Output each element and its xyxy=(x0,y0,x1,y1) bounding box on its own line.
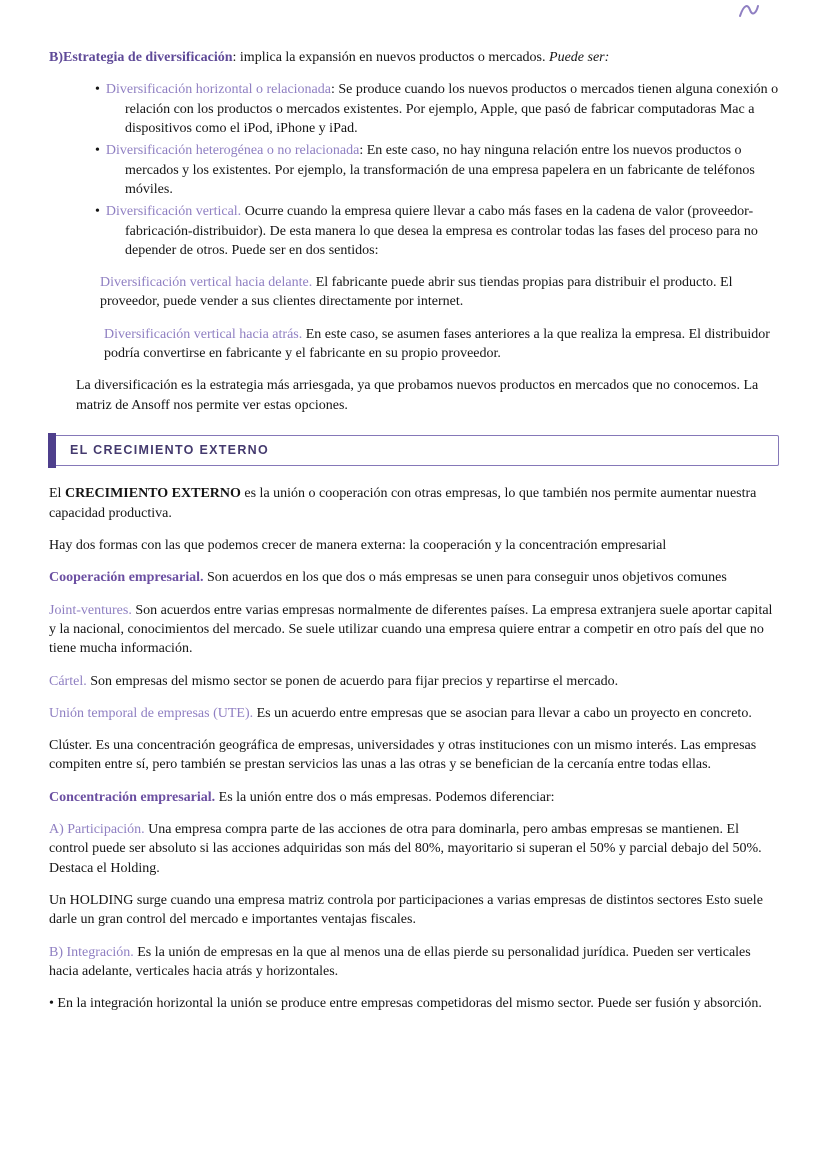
bullet-icon: • xyxy=(95,82,100,98)
accent-bar xyxy=(48,433,56,468)
text-vertical: Ocurre cuando la empresa quiere llevar a cabo más fases en la cadena de valor (proveedor-fabricación-distribuidor). De esta manera lo que desea la empresa es controlar todas las fases del proceso para no depender de otros. Puede ser en dos sentidos: xyxy=(125,204,758,258)
term-horizontal: Diversificación horizontal o relacionada xyxy=(105,82,331,98)
term-cartel: Cártel. xyxy=(49,673,87,689)
text-heterogeneous: : En este caso, no hay ninguna relación entre los nuevos productos o mercados y los existentes. Por ejemplo, la transformación de una empresa papelera en un fabricante de teléfonos móviles. xyxy=(125,143,755,197)
term-joint-ventures: Joint-ventures. xyxy=(49,602,132,618)
paragraph-joint-ventures xyxy=(49,601,779,659)
intro-bold: CRECIMIENTO EXTERNO xyxy=(64,486,241,502)
list-item-horizontal-diversification xyxy=(95,80,779,138)
paragraph-diversification-closing: La diversificación es la estrategia más arriesgada, ya que probamos nuevos productos en mercados que no conocemos. La matriz de Ansoff nos permite ver estas opciones. xyxy=(76,378,759,413)
text-vertical-backward: En este caso, se asumen fases anteriores a la que realiza la empresa. El distribuidor podría convertirse en fabricante y el fabricante en su propio proveedor. xyxy=(104,326,770,362)
paragraph-two-ways: Hay dos formas con las que podemos crecer de manera externa: la cooperación y la concentración empresarial xyxy=(49,537,667,553)
diversification-heading-text: : implica la expansión en nuevos productos o mercados. xyxy=(232,50,550,65)
bullet-icon: • xyxy=(95,204,100,220)
text-vertical-forward: El fabricante puede abrir sus tiendas propias para distribuir el producto. El proveedor, puede vender a sus clientes directamente por internet. xyxy=(100,275,733,310)
bullet-icon: • xyxy=(95,143,100,159)
bullet-icon: • xyxy=(49,996,54,1012)
paragraph-cluster: Clúster. Es una concentración geográfica de empresas, universidades y otras instituciones con un mismo interés. Las empresas compiten entre sí, pero también se prestan servicios las unas a las otras y se benefician de la cercanía entre todas ellas. xyxy=(49,738,757,773)
intro-lead: El xyxy=(49,486,65,502)
term-integration: B) Integración. xyxy=(49,944,134,960)
text-horizontal-integration: En la integración horizontal la unión se produce entre empresas competidoras del mismo sector. Puede ser fusión y absorción. xyxy=(53,996,762,1012)
text-concentration: Es la unión entre dos o más empresas. Podemos diferenciar: xyxy=(215,789,555,805)
term-cooperation: Cooperación empresarial. xyxy=(49,570,204,586)
paragraph-horizontal-integration xyxy=(49,994,779,1013)
term-vertical-backward: Diversificación vertical hacia atrás. xyxy=(104,326,303,342)
paragraph-cooperation xyxy=(49,568,779,587)
paragraph-ute xyxy=(49,704,779,723)
text-participation: Una empresa compra parte de las acciones de otra para dominarla, pero ambas empresas se mantienen. El control puede ser absoluto si las acciones adquiridas son más del 80%, mayoritario si superan el 50% y parcial debajo del 50%. Destaca el Holding. xyxy=(49,822,762,876)
term-vertical: Diversificación vertical. xyxy=(105,204,242,220)
list-item-vertical-diversification xyxy=(95,202,779,260)
paragraph-external-growth-intro xyxy=(49,484,779,523)
term-vertical-forward: Diversificación vertical hacia delante. xyxy=(100,275,313,291)
text-horizontal: : Se produce cuando los nuevos productos o mercados tienen alguna conexión o relación con los productos o mercados existentes. Por ejemplo, Apple, que pasó de fabricar computadoras Mac a dispositivos como el iPod, iPhone y iPad. xyxy=(125,82,779,136)
corner-doodle-decoration xyxy=(738,2,760,18)
text-joint-ventures: Son acuerdos entre varias empresas normalmente de diferentes países. La empresa extranjera suele aportar capital y la nacional, conocimientos del mercado. Se suele utilizar cuando una empresa quiere entrar a competir en otro país del que no tiene mucha información. xyxy=(49,602,773,657)
term-ute: Unión temporal de empresas (UTE). xyxy=(49,705,254,721)
section-header-external-growth xyxy=(49,435,779,466)
term-participation: A) Participación. xyxy=(49,822,145,838)
term-concentration: Concentración empresarial. xyxy=(49,789,216,805)
paragraph-integration xyxy=(49,943,779,982)
text-ute: Es un acuerdo entre empresas que se asocian para llevar a cabo un proyecto en concreto. xyxy=(253,705,752,721)
diversification-heading-tail: Puede ser: xyxy=(549,50,610,65)
paragraph-vertical-backward xyxy=(104,325,779,364)
diversification-heading xyxy=(49,48,779,67)
paragraph-holding: Un HOLDING surge cuando una empresa matriz controla por participaciones a varias empresas de distintos sectores Esto suele darle un gran control del mercado e importantes ventajas fiscales. xyxy=(49,893,763,928)
term-heterogeneous: Diversificación heterogénea o no relacionada xyxy=(105,143,360,159)
paragraph-participation xyxy=(49,820,779,878)
diversification-heading-term: B)Estrategia de diversificación xyxy=(49,50,233,65)
paragraph-cartel xyxy=(49,672,779,691)
text-cooperation: Son acuerdos en los que dos o más empresas se unen para conseguir unos objetivos comunes xyxy=(203,570,727,586)
diversification-list xyxy=(95,80,779,260)
paragraph-concentration xyxy=(49,788,779,807)
paragraph-vertical-forward xyxy=(100,273,779,312)
list-item-heterogeneous-diversification xyxy=(95,141,779,199)
intro-rest: es la unión o cooperación con otras empresas, lo que también nos permite aumentar nuestra capacidad productiva. xyxy=(49,486,757,521)
text-cartel: Son empresas del mismo sector se ponen de acuerdo para fijar precios y repartirse el mercado. xyxy=(86,673,619,689)
text-integration: Es la unión de empresas en la que al menos una de ellas pierde su personalidad jurídica. Pueden ser verticales hacia adelante, verticales hacia atrás y horizontales. xyxy=(49,944,751,979)
section-title: EL CRECIMIENTO EXTERNO xyxy=(70,443,269,457)
